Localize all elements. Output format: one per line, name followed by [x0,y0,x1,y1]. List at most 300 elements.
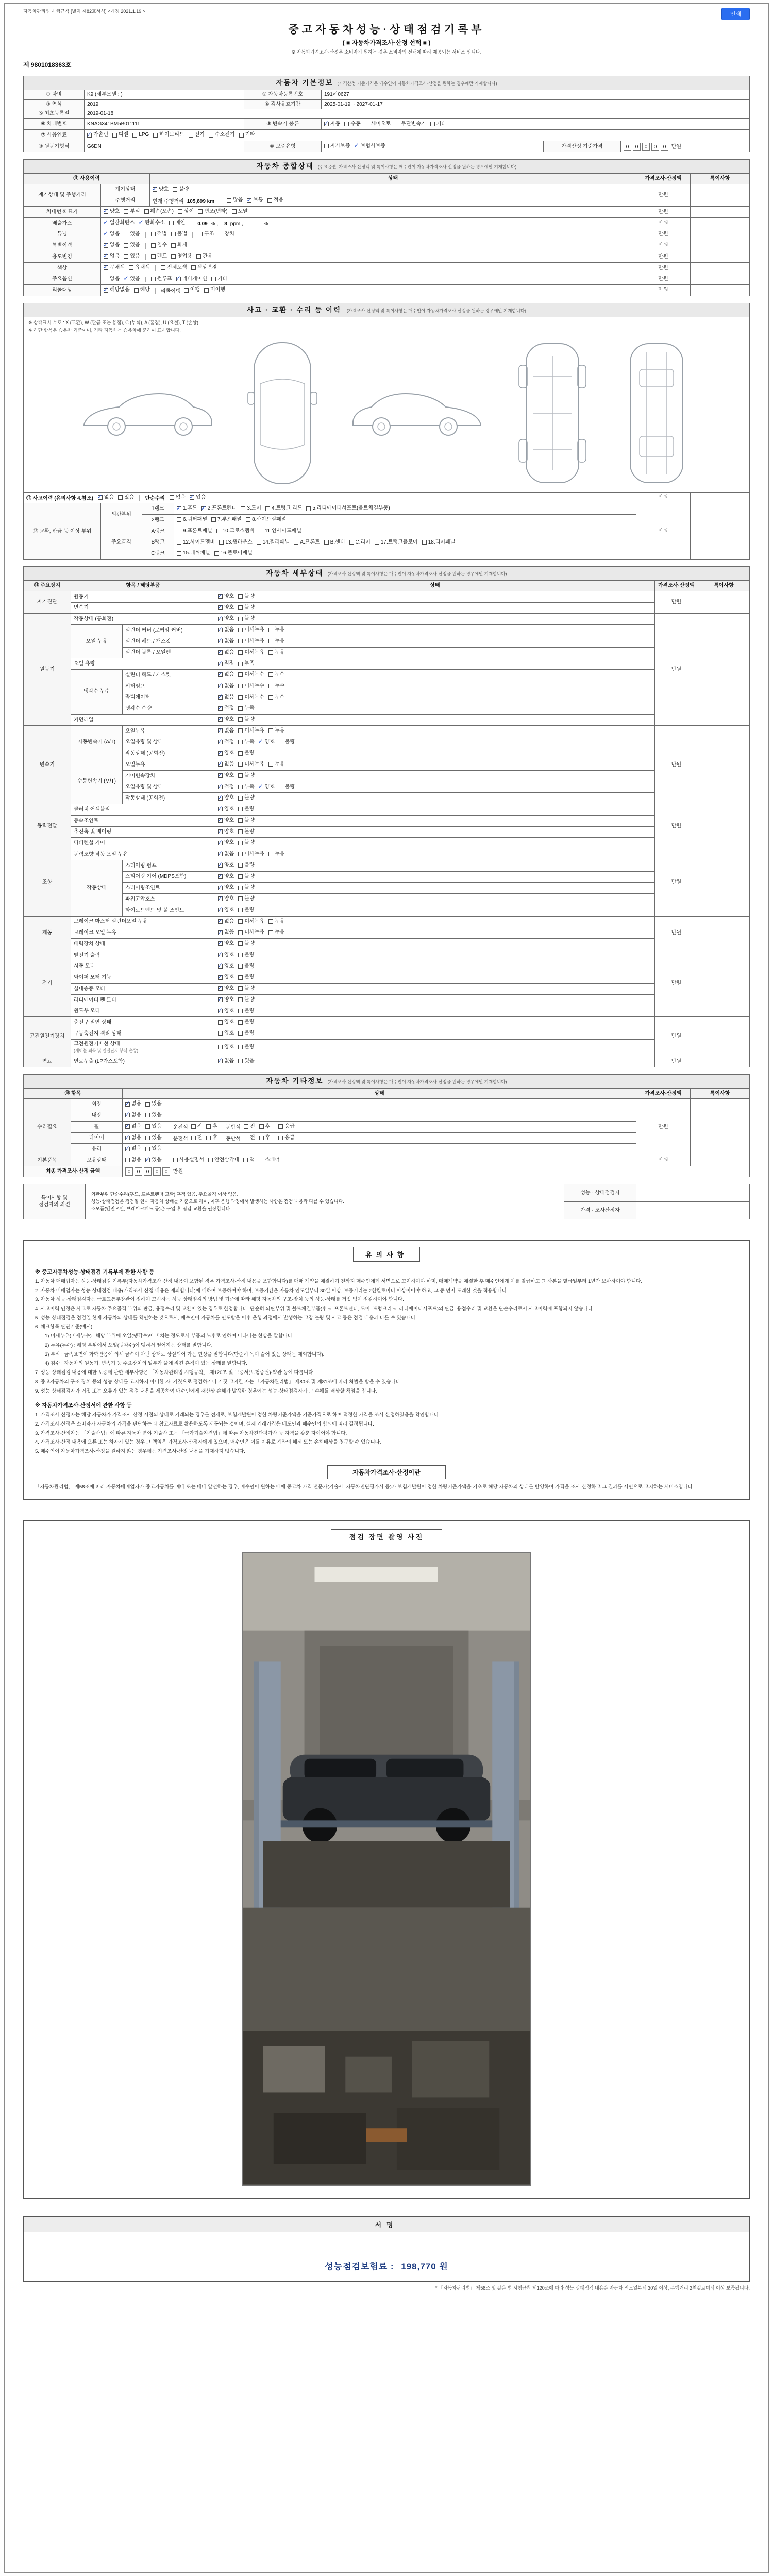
checkbox-option[interactable] [216,528,255,535]
checkbox-box [259,529,263,533]
checkbox-box [177,540,181,545]
checkbox-option[interactable] [218,761,234,768]
checkbox-option[interactable] [246,516,286,523]
checkbox-option[interactable] [124,231,140,238]
checkbox-option[interactable] [218,671,234,679]
checkbox-option[interactable] [430,121,446,128]
checkbox-option[interactable] [211,276,227,283]
text-token: 동반석 [225,1136,241,1142]
checkbox-box [177,529,181,533]
checkbox-option[interactable] [104,231,120,238]
checkbox-option[interactable] [171,242,187,249]
field-value: 2025-01-19 ~ 2027-01-17 [322,99,750,109]
checkbox-option[interactable] [218,626,234,634]
checkbox-option[interactable] [238,739,254,746]
checkbox-option[interactable] [151,253,167,260]
checkbox-option[interactable] [125,1100,141,1108]
checkbox-option[interactable] [279,784,295,791]
checkbox-option[interactable] [196,253,212,260]
checkbox-box [198,209,203,214]
checkbox-label: 후 [212,1134,217,1141]
state-cell [215,1039,655,1056]
checkbox-option[interactable] [125,1157,141,1164]
checkbox-option[interactable] [219,539,253,546]
checkbox-option[interactable] [238,884,254,891]
checkbox-option[interactable] [218,952,234,959]
checkbox-label: 3.도어 [247,505,261,512]
checkbox-option[interactable] [238,727,264,735]
checkbox-option[interactable] [227,197,243,204]
checkbox-option[interactable] [191,264,217,272]
checkbox-option[interactable] [238,761,264,768]
checkbox-label: 자동 [330,121,341,127]
checkbox-option[interactable] [238,683,264,690]
checkbox-option[interactable] [218,1044,234,1051]
checkbox-option[interactable] [268,761,284,768]
checkbox-option[interactable] [238,974,254,981]
checkbox-option[interactable] [355,143,385,150]
checkbox-option[interactable] [125,1134,141,1142]
state-cell [215,647,655,658]
column-header: 상태 [150,174,636,184]
checkbox-option[interactable] [259,739,275,746]
checkbox-option[interactable] [238,918,264,925]
checkbox-option[interactable] [218,817,234,824]
checkbox-option[interactable] [218,1008,234,1015]
checkbox-option[interactable] [206,1134,217,1142]
state-cell [215,894,655,905]
checkbox-option[interactable] [189,131,205,139]
checkbox-option[interactable] [204,286,225,294]
checkbox-option[interactable] [238,873,254,880]
checkbox-option[interactable] [238,694,264,701]
checkbox-option[interactable] [268,694,284,701]
checkbox-option[interactable] [219,231,234,238]
opinion-line: · 소모품(엔진오일, 브레이크패드 등)은 구입 후 점검·교환을 권장합니다. [88,1206,231,1212]
checkbox-option[interactable] [218,1019,234,1026]
checkbox-option[interactable] [244,1134,255,1142]
table-row [24,939,750,950]
checkbox-label: 누유 [274,918,285,924]
checkbox-option[interactable] [144,208,174,215]
checkbox-label: 세미오토 [371,121,391,127]
checkbox-label: 미세누수 [244,694,264,700]
checkbox-option[interactable] [238,794,254,802]
checkbox-option[interactable] [238,907,254,914]
checkbox-option[interactable] [238,839,254,846]
checkbox-option[interactable] [218,660,234,667]
checkbox-option[interactable] [278,1134,294,1142]
component-label: 충전구 절연 상태 [71,1017,215,1028]
checkbox-box [238,919,243,924]
checkbox-option[interactable] [238,817,254,824]
checkbox-option[interactable] [104,253,120,260]
checkbox-option[interactable] [151,276,172,283]
checkbox-option[interactable] [145,1123,161,1130]
table-row [24,184,750,195]
checkbox-label: 있음 [130,231,140,237]
checkbox-option[interactable] [145,1145,161,1153]
checkbox-option[interactable] [218,649,234,656]
checkbox-option[interactable] [104,264,125,272]
state-cell [150,195,636,207]
checkbox-option[interactable] [87,131,108,139]
checkbox-option[interactable] [238,1058,254,1065]
checkbox-option[interactable] [132,131,149,139]
checkbox-option[interactable] [259,1157,280,1164]
checkbox-label: 잭 [249,1157,255,1163]
checkbox-box [268,628,273,632]
checkbox-option[interactable] [238,1044,254,1051]
checkbox-option[interactable] [104,286,130,294]
checkbox-option[interactable] [324,143,350,150]
checkbox-option[interactable] [104,276,120,283]
checkbox-label: 불량 [244,873,255,879]
checkbox-option[interactable] [268,626,284,634]
checkbox-option[interactable] [324,539,345,546]
checkbox-box [170,495,174,500]
checkbox-option[interactable] [209,131,235,139]
checkbox-option[interactable] [218,851,234,858]
checkbox-option[interactable] [151,231,167,238]
checkbox-box [198,232,203,236]
state-cell [215,804,655,816]
checkbox-option[interactable] [238,649,264,656]
checkbox-option[interactable] [218,862,234,869]
checkbox-option[interactable] [238,940,254,947]
notes-cell [698,804,749,849]
checkbox-option[interactable] [218,750,234,757]
checkbox-box [129,265,133,270]
checkbox-option[interactable] [268,638,284,645]
checkbox-box [268,930,273,935]
checkbox-box [238,807,243,811]
checkbox-option[interactable] [218,907,234,914]
checkbox-option[interactable] [191,1123,203,1130]
checkbox-option[interactable] [177,539,215,546]
checkbox-option[interactable] [422,539,456,546]
checkbox-option[interactable] [176,276,207,283]
table-row [24,317,750,492]
opinion-table [23,1184,750,1219]
checkbox-option[interactable] [218,940,234,947]
device-group-label: 제동 [24,916,71,950]
checkbox-option[interactable] [125,1123,141,1130]
checkbox-option[interactable] [218,716,234,723]
checkbox-option[interactable] [134,286,150,294]
checkbox-box [216,529,221,533]
checkbox-option[interactable] [125,1112,141,1119]
table-row [24,692,750,703]
checkbox-option[interactable] [173,186,189,193]
checkbox-option[interactable] [238,828,254,836]
checkbox-option[interactable] [198,208,227,215]
checkbox-label: 기타 [436,121,446,127]
checkbox-option[interactable] [238,638,264,645]
checkbox-option[interactable] [238,705,254,712]
checkbox-option[interactable] [171,231,187,238]
checkbox-option[interactable] [218,593,234,600]
checkbox-option[interactable] [104,219,135,227]
checkbox-option[interactable] [268,671,284,679]
checkbox-option[interactable] [238,1030,254,1037]
checkbox-option[interactable] [268,918,284,925]
checkbox-option[interactable] [191,1134,203,1142]
checkbox-option[interactable] [169,219,185,227]
checkbox-box [161,265,165,270]
checkbox-box [238,762,243,767]
checkbox-option[interactable] [218,828,234,836]
checkbox-option[interactable] [268,649,284,656]
price-boxes [620,141,749,152]
checkbox-option[interactable] [259,784,275,791]
checkbox-option[interactable] [173,1157,204,1164]
checkbox-option[interactable] [349,539,371,546]
checkbox-option[interactable] [218,604,234,612]
checkbox-option[interactable] [208,1157,239,1164]
rank-items-cell [174,548,636,560]
checkbox-box [104,232,108,236]
checkbox-label: 양호 [224,817,234,823]
checkbox-option[interactable] [153,131,184,139]
checkbox-option[interactable] [178,208,194,215]
checkbox-option[interactable] [259,528,301,535]
checkbox-option[interactable] [214,550,253,557]
table-row [24,894,750,905]
checkbox-label: 불량 [244,593,255,599]
item-label: 튜닝 [24,229,101,240]
checkbox-option[interactable] [238,604,254,612]
checkbox-option[interactable] [218,895,234,903]
checkbox-option[interactable] [211,516,242,523]
checkbox-box [218,605,223,610]
checkbox-option[interactable] [375,539,418,546]
checkbox-option[interactable] [238,851,264,858]
checkbox-option[interactable] [238,985,254,992]
checkbox-option[interactable] [268,727,284,735]
component-note: (케이블 피복 및 연결단자 부식·손상) [74,1048,139,1054]
checkbox-label: 부족 [244,705,255,711]
checkbox-option[interactable] [218,1058,234,1065]
checkbox-label: 후 [265,1123,271,1129]
checkbox-option[interactable] [238,716,254,723]
component-label: 실린더 커버 (로커암 커버) [123,625,215,636]
checkbox-option[interactable] [238,963,254,970]
checkbox-option[interactable] [124,208,140,215]
checkbox-label: 양호 [224,1030,234,1037]
checkbox-option[interactable] [151,242,167,249]
checkbox-label: 양호 [224,896,234,902]
checkbox-option[interactable] [218,784,234,791]
checkbox-option[interactable] [124,242,140,249]
checkbox-option[interactable] [218,615,234,622]
checkbox-option[interactable] [238,862,254,869]
checkbox-option[interactable] [243,1157,255,1164]
checkbox-label: 전 [249,1123,255,1129]
checkbox-option[interactable] [238,1019,254,1026]
checkbox-option[interactable] [279,739,295,746]
premium-value: 198,770 원 [401,2262,448,2272]
checkbox-option[interactable] [218,996,234,1004]
checkbox-label: 구조 [204,231,214,237]
checkbox-option[interactable] [161,264,187,272]
checkbox-option[interactable] [238,996,254,1004]
checkbox-option[interactable] [124,276,140,283]
checkbox-option[interactable] [112,131,128,139]
checkbox-box [219,232,223,236]
checkbox-option[interactable] [239,131,255,139]
checkbox-option[interactable] [218,806,234,813]
checkbox-option[interactable] [218,772,234,779]
checkbox-option[interactable] [218,884,234,891]
checkbox-option[interactable] [268,929,284,936]
checkbox-option[interactable] [145,1157,161,1164]
checkbox-option[interactable] [268,851,284,858]
checkbox-box [238,953,243,957]
checkbox-option[interactable] [177,550,210,557]
checkbox-option[interactable] [145,1100,161,1108]
checkbox-option[interactable] [218,727,234,735]
checkbox-option[interactable] [118,494,134,501]
checkbox-option[interactable] [238,952,254,959]
checkbox-option[interactable] [268,683,284,690]
field-label: ⑦ 사용연료 [24,130,85,141]
checkbox-option[interactable] [104,208,120,215]
checkbox-option[interactable] [98,494,114,501]
checkbox-box [238,695,243,700]
checkbox-option[interactable] [238,593,254,600]
checkbox-option[interactable] [238,784,254,791]
checkbox-box [238,594,243,599]
checkbox-option[interactable] [238,750,254,757]
checkbox-option[interactable] [218,918,234,925]
print-button[interactable]: 인쇄 [721,8,750,20]
checkbox-option[interactable] [238,929,264,936]
checkbox-option[interactable] [177,516,207,523]
table-row [24,737,750,748]
checkbox-option[interactable] [238,615,254,622]
checkbox-box [238,1020,243,1025]
checkbox-option[interactable] [238,806,254,813]
checkbox-option[interactable] [218,683,234,690]
checkbox-box [218,986,223,991]
checkbox-option[interactable] [218,694,234,701]
checkbox-option[interactable] [190,494,206,501]
checkbox-box [218,639,223,643]
checkbox-option[interactable] [265,505,302,512]
checkbox-option[interactable] [218,873,234,880]
checkbox-box [211,277,216,281]
checkbox-option[interactable] [238,671,264,679]
checkbox-option[interactable] [177,528,212,535]
price-cell: 만원 [636,1099,690,1155]
checkbox-option[interactable] [104,242,120,249]
checkbox-option[interactable] [171,253,192,260]
checkbox-option[interactable] [125,1145,141,1153]
checkbox-label: 7.루프패널 [217,517,242,523]
checkbox-option[interactable] [201,505,237,512]
checkbox-option[interactable] [232,208,248,215]
checkbox-option[interactable] [218,985,234,992]
checkbox-option[interactable] [139,219,165,227]
checkbox-option[interactable] [365,121,391,128]
checkbox-option[interactable] [218,705,234,712]
checkbox-option[interactable] [306,505,390,512]
checkbox-option[interactable] [184,286,200,294]
price-cell: 만원 [636,217,690,229]
checkbox-option[interactable] [238,626,264,634]
checkbox-option[interactable] [218,963,234,970]
checkbox-option[interactable] [218,974,234,981]
checkbox-option[interactable] [218,1030,234,1037]
checkbox-option[interactable] [395,121,426,128]
checkbox-option[interactable] [198,231,214,238]
checkbox-label: 훼손(오손) [150,209,174,215]
checkbox-option[interactable] [145,1112,161,1119]
item-label: 계기상태 및 주행거리 [24,184,101,207]
checkbox-box [206,1136,211,1140]
checkbox-box [145,1147,150,1151]
checkbox-option[interactable] [238,660,254,667]
checkbox-option[interactable] [257,539,290,546]
checkbox-option[interactable] [267,197,283,204]
checkbox-option[interactable] [238,895,254,903]
checkbox-option[interactable] [278,1123,294,1130]
text-token: 운전석 [173,1125,188,1131]
checkbox-option[interactable] [129,264,150,272]
checkbox-option[interactable] [218,794,234,802]
checkbox-option[interactable] [241,505,261,512]
checkbox-option[interactable] [247,197,263,204]
state-cell [215,748,655,759]
checkbox-label: 양호 [159,186,169,192]
checkbox-option[interactable] [344,121,360,128]
checkbox-label: 양호 [224,941,234,947]
checkbox-box [238,740,243,744]
checkbox-option[interactable] [170,494,186,501]
checkbox-option[interactable] [238,772,254,779]
checkbox-option[interactable] [177,505,197,512]
checkbox-box [238,863,243,868]
checkbox-option[interactable] [259,1123,271,1130]
checkbox-box [144,209,149,214]
checkbox-option[interactable] [218,929,234,936]
table-row [24,871,750,883]
checkbox-option[interactable] [206,1123,217,1130]
checkbox-option[interactable] [294,539,320,546]
component-label: 스티어링 기어 (MDPS포함) [123,871,215,883]
checkbox-option[interactable] [153,186,169,193]
checkbox-box [238,874,243,879]
price-digit: 0 [125,1167,133,1176]
checkbox-option[interactable] [124,253,140,260]
checkbox-option[interactable] [238,1008,254,1015]
checkbox-option[interactable] [218,638,234,645]
checkbox-option[interactable] [244,1123,255,1130]
price-cell: 만원 [654,849,698,917]
component-label: 변속기 [71,602,215,614]
checkbox-option[interactable] [218,839,234,846]
checkbox-option[interactable] [259,1134,271,1142]
checkbox-option[interactable] [145,1134,161,1142]
checkbox-box [218,1031,223,1036]
checkbox-option[interactable] [324,121,340,128]
price-cell: 만원 [654,916,698,950]
final-price-cell [123,1166,750,1177]
checkbox-box [218,773,223,778]
checkbox-option[interactable] [218,739,234,746]
price-cell: 만원 [636,503,690,560]
